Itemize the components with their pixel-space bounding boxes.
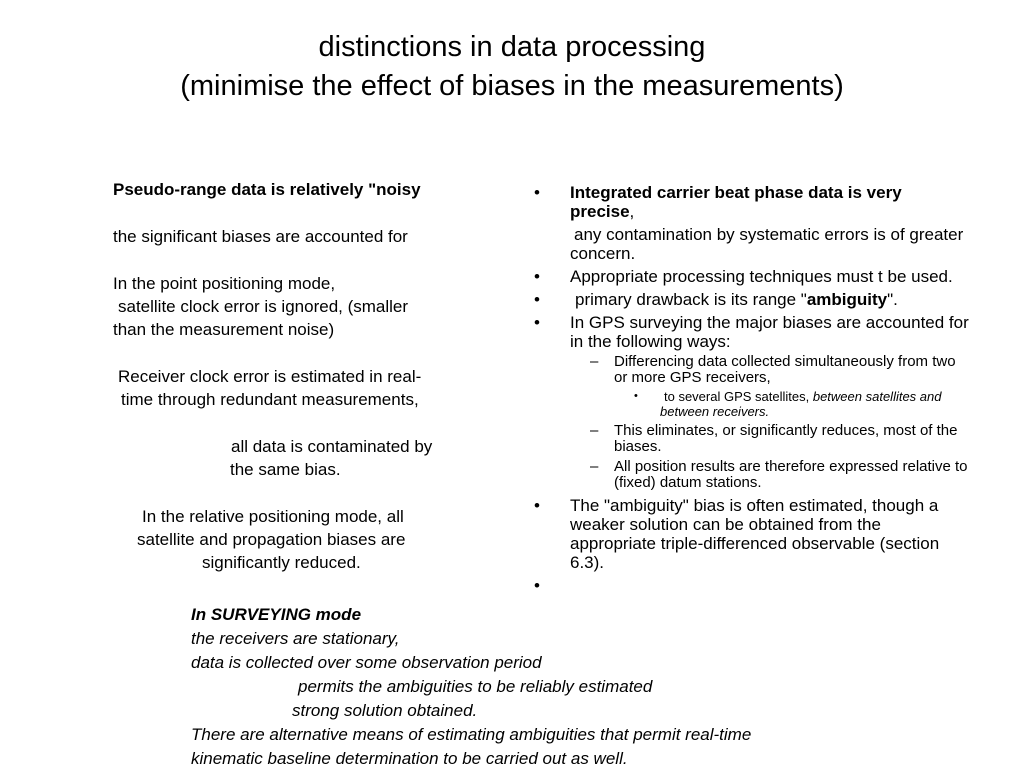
- surveying-line-5: There are alternative means of estimating ambiguities that permit real-time: [191, 725, 752, 744]
- surveying-line-6: kinematic baseline determination to be carried out as well.: [191, 749, 628, 768]
- dash-marker: –: [590, 353, 599, 370]
- carrier-phase-continuation: any contamination by systematic errors is of greater concern.: [570, 225, 964, 263]
- sub-eliminates: – This eliminates, or significantly reduces, most of the biases.: [590, 422, 958, 455]
- bullet-marker: •: [634, 390, 638, 402]
- bullet-gps-surveying: • In GPS surveying the major biases are accounted for in the following ways:: [530, 313, 970, 351]
- ambiguity-bold: ambiguity: [806, 290, 888, 309]
- relative-mode-line-3: significantly reduced.: [202, 553, 361, 572]
- bullet-marker: •: [534, 267, 540, 286]
- pseudo-range-heading: Pseudo-range data is relatively "noisy: [113, 180, 421, 199]
- slide-title: [0, 28, 1024, 106]
- subsub-satellites: • to several GPS satellites, between satellites and between receivers.: [634, 389, 942, 419]
- bullet-marker: •: [534, 290, 540, 309]
- relative-mode-line-1: In the relative positioning mode, all: [142, 507, 404, 526]
- dash-marker: –: [590, 458, 599, 475]
- bullet-marker: •: [534, 576, 540, 595]
- receiver-clock-line-1: Receiver clock error is estimated in real-: [118, 367, 422, 386]
- bullet-ambiguity: • primary drawback is its range "ambiguity".: [530, 290, 970, 309]
- surveying-line-3: permits the ambiguities to be reliably estimated: [298, 677, 653, 696]
- title-line-2: (minimise the effect of biases in the measurements): [180, 70, 844, 102]
- left-column: [113, 178, 493, 574]
- sub-differencing: – Differencing data collected simultaneously from two or more GPS receivers,: [590, 353, 956, 386]
- sub-datum-stations: – All position results are therefore expressed relative to (fixed) datum stations.: [590, 458, 968, 491]
- bullet-marker: •: [534, 496, 540, 515]
- between-satellites-italic: between satellites and between receivers.: [660, 389, 942, 419]
- surveying-heading: In SURVEYING mode: [191, 605, 362, 624]
- surveying-line-2: data is collected over some observation period: [191, 653, 542, 672]
- surveying-mode-block: [191, 603, 991, 771]
- surveying-line-4: strong solution obtained.: [292, 701, 478, 720]
- relative-mode-line-2: satellite and propagation biases are: [137, 530, 406, 549]
- contaminated-line-2: the same bias.: [230, 460, 341, 479]
- biases-text: the significant biases are accounted for: [113, 227, 408, 246]
- bullet-marker: •: [534, 183, 540, 202]
- contaminated-line-1: all data is contaminated by: [231, 437, 433, 456]
- sat-clock-line-1: satellite clock error is ignored, (smaller: [118, 297, 409, 316]
- title-line-1: distinctions in data processing: [318, 31, 706, 63]
- bullet-processing-techniques: • Appropriate processing techniques must t be used.: [530, 267, 970, 286]
- right-column: [530, 183, 970, 595]
- bullet-marker: •: [534, 313, 540, 332]
- bullet-ambiguity-estimated: • The "ambiguity" bias is often estimated, though a weaker solution can be obtained from the appropriate triple-differenced observable (section 6.3).: [530, 496, 970, 572]
- receiver-clock-line-2: time through redundant measurements,: [121, 390, 419, 409]
- carrier-phase-bold: Integrated carrier beat phase data is very precise: [570, 183, 902, 221]
- dash-marker: –: [590, 422, 599, 439]
- bullet-carrier-phase: • Integrated carrier beat phase data is very precise,: [530, 183, 970, 221]
- surveying-line-1: the receivers are stationary,: [191, 629, 400, 648]
- sat-clock-line-2: than the measurement noise): [113, 320, 335, 339]
- point-mode-intro: In the point positioning mode,: [113, 274, 336, 293]
